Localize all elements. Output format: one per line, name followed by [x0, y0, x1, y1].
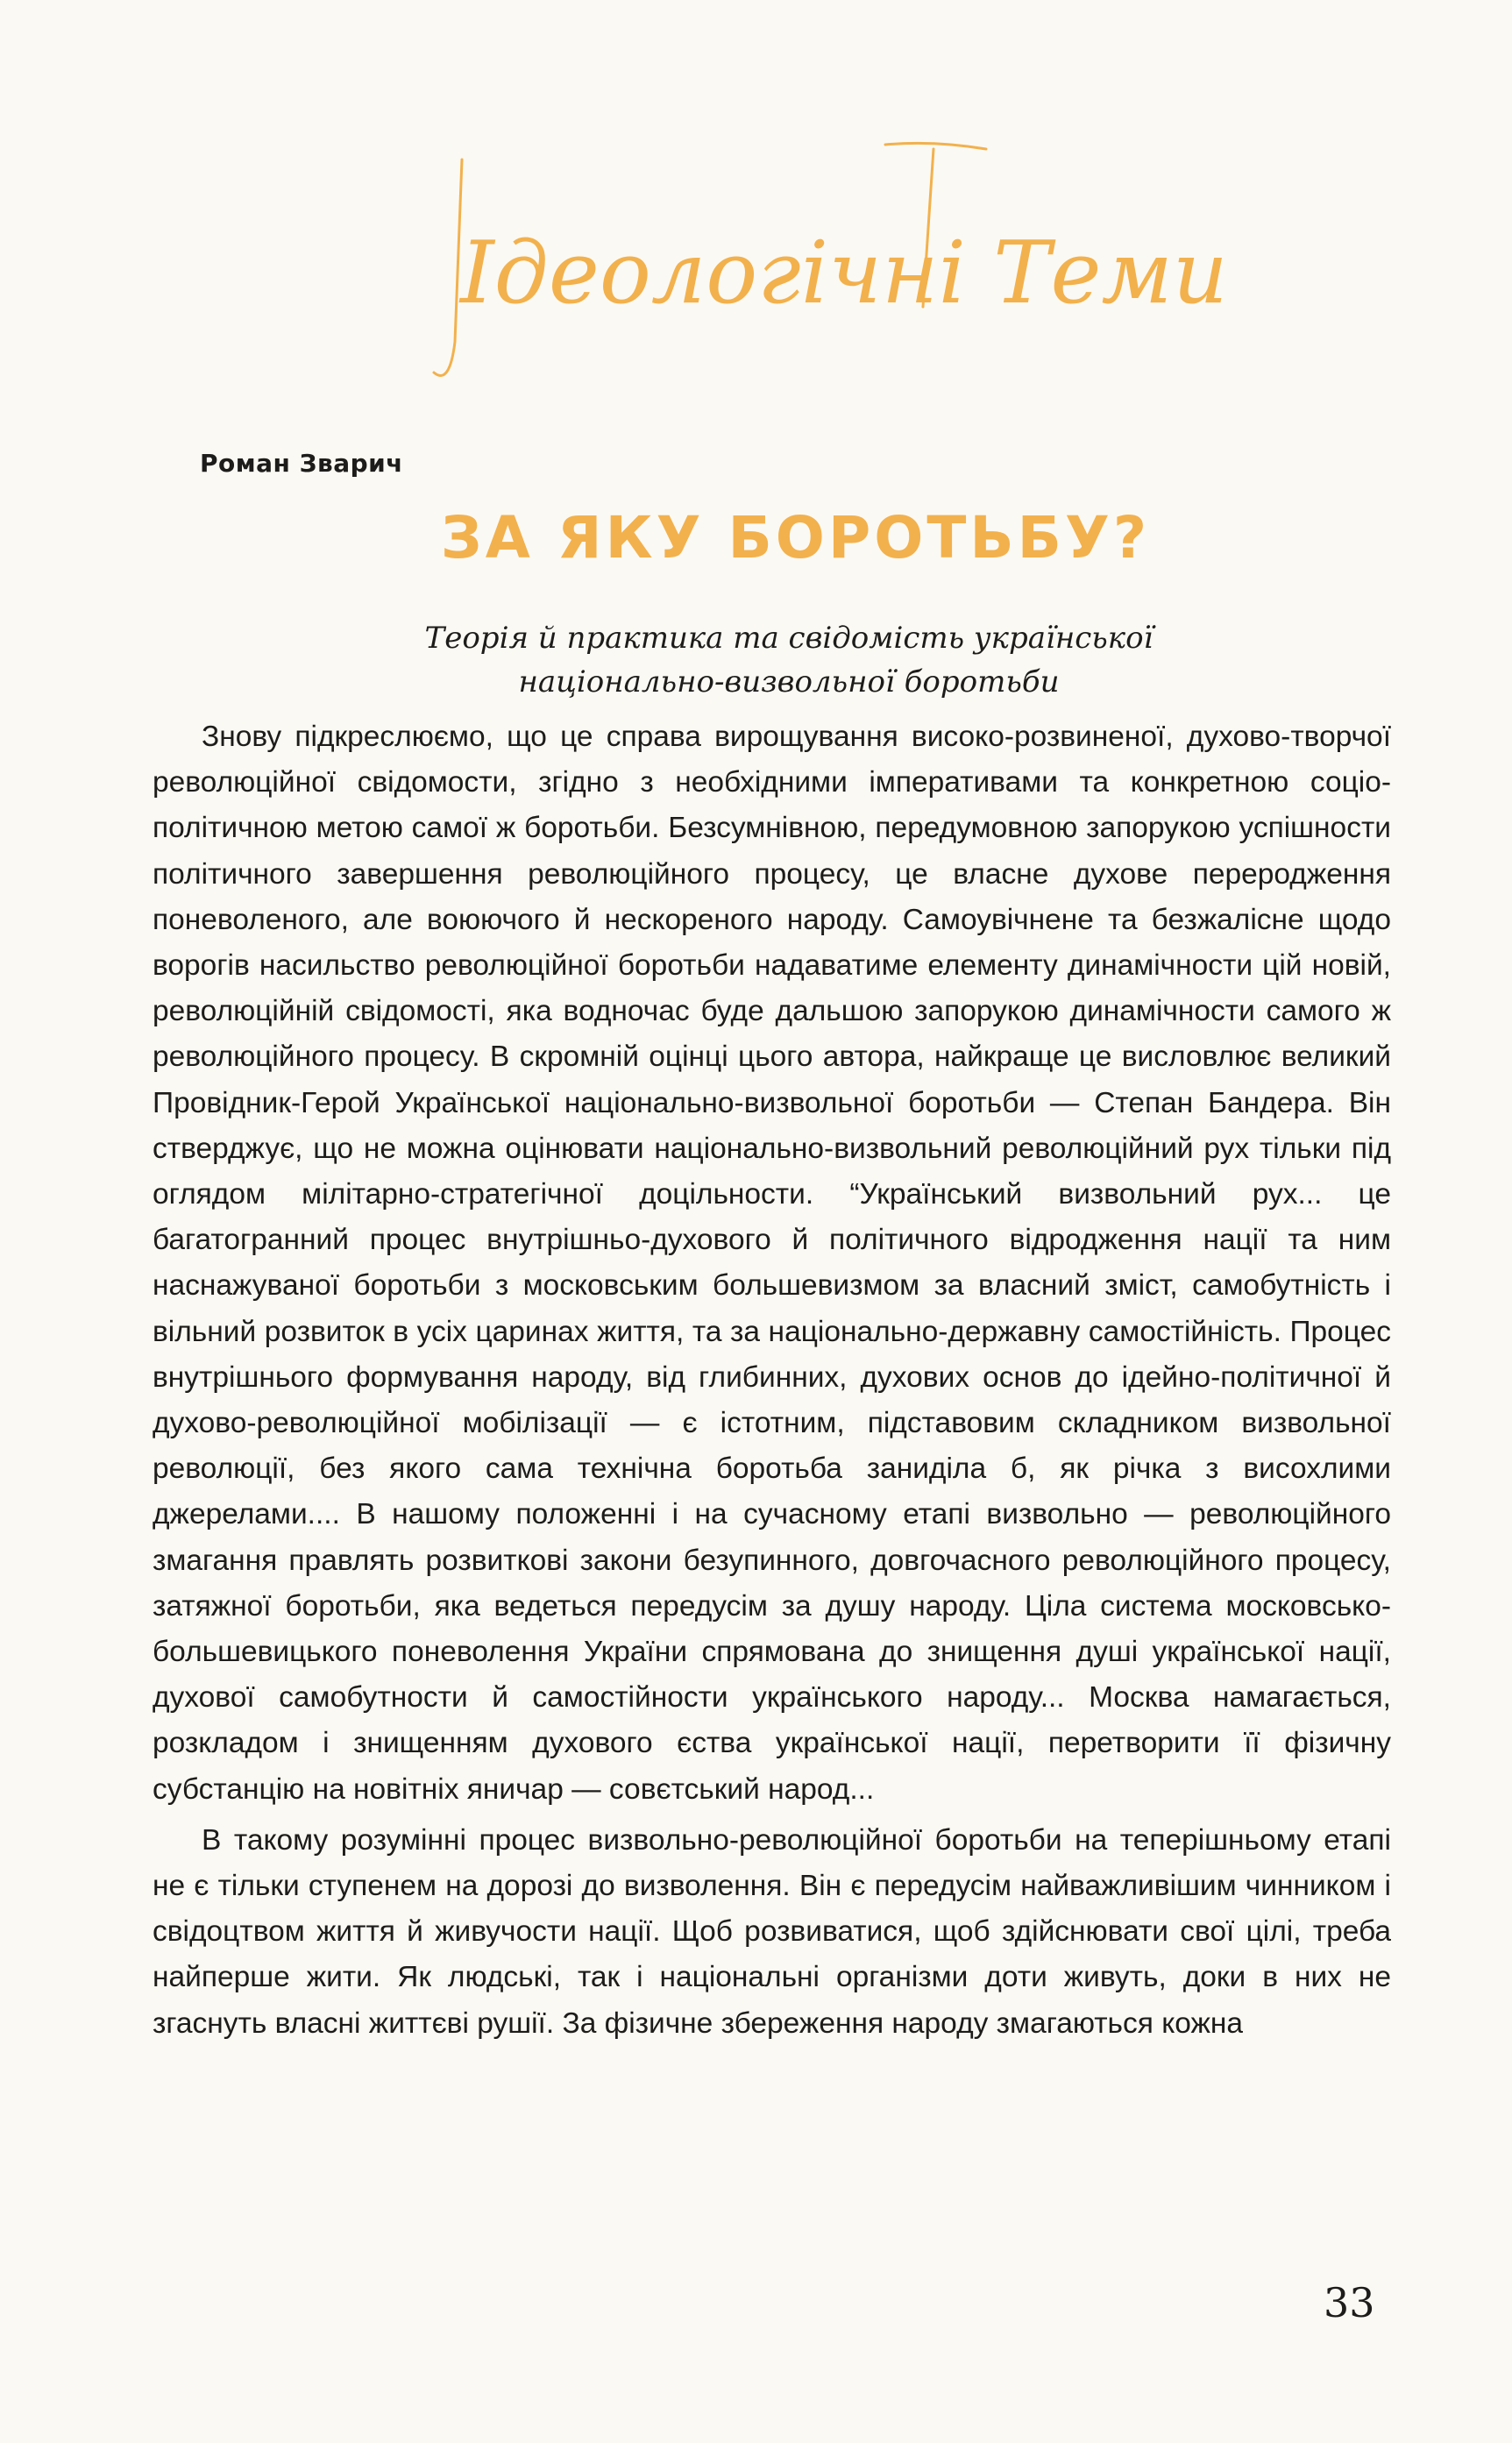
paragraph: Знову підкреслюємо, що це справа вирощування високо-розвиненої, духово-творчої революційної свідомости, згідно з необхідними імперативами та конкретною соціо-політичною метою самої ж боротьби. Безсумнівною, передумовною запорукою успішности політичного завершення революційного процесу, це власне духове переродження поневоленого, але воюючого й нескореного народу. Самоувічнене та безжалісне щодо ворогів насильство революційної боротьби надаватиме елементу динамічности цій новій, революційній свідомості, яка водночас буде дальшою запорукою динамічности самого ж революційного процесу. В скромній оцінці цього автора, найкраще це висловлює великий Провідник-Герой Української національно-визвольної боротьби — Степан Бандера. Він стверджує, що не можна оцінювати національно-визвольний революційний рух тільки під оглядом мілітарно-стратегічної доцільности. “Український визвольний рух... це багатогранний процес внутрішньо-духового й політичного відродження нації та ним наснажуваної боротьби з московським большевизмом за власний зміст, самобутність і вільний розвиток в усіх царинах життя, та за національно-державну самостійність. Процес внутрішнього формування народу, від глибинних, духових основ до ідейно-політичної й духово-революційної мобілізації — є істотним, підставовим складником визвольної революції, без якого сама технічна боротьба занидiла б, як річка з висохлими джерелами.... В нашому положенні і на сучасному етапі визвольно — революційного змагання правлять розвиткові закони безупинного, довгочасного революційного процесу, затяжної боротьби, яка ведеться передусім за душу народу. Ціла система московсько-большевицького поневолення України спрямована до знищення душі української нації, духової самобутности й самостійности українського народу... Москва намагається, розкладом і знищенням духового єства української нації, перетворити її фізичну субстанцію на новітніх яничар — совєтський народ... [153, 721, 1391, 1806]
subtitle-line-2: національно-визвольної боротьби [518, 664, 1060, 700]
section-heading-lettering [443, 149, 1228, 412]
article-subtitle [351, 616, 1227, 704]
article-title: ЗА ЯКУ БОРОТЬБУ? [440, 504, 1151, 572]
page-number: 33 [1324, 2279, 1375, 2326]
section-heading [443, 149, 1228, 412]
section-heading-text: Ідеологічні Теми [460, 224, 1228, 323]
article-body [153, 714, 1391, 2047]
paragraph: В такому розумінні процес визвольно-революційної боротьби на теперішньому етапі не є тільки ступенем на дорозі до визволення. Він є передусім найважливішим чинником і свідоцтвом життя й живучости нації. Щоб розвиватися, щоб здійснювати свої цілі, треба найперше жити. Як людські, так і національні організми доти живуть, доки в них не згаснуть власні життєві рушії. За фізичне збереження народу змагаються кожна [153, 1823, 1391, 2040]
author-name: Роман Зварич [200, 449, 404, 478]
subtitle-line-1: Теорія й практика та свідомість української [424, 621, 1154, 656]
